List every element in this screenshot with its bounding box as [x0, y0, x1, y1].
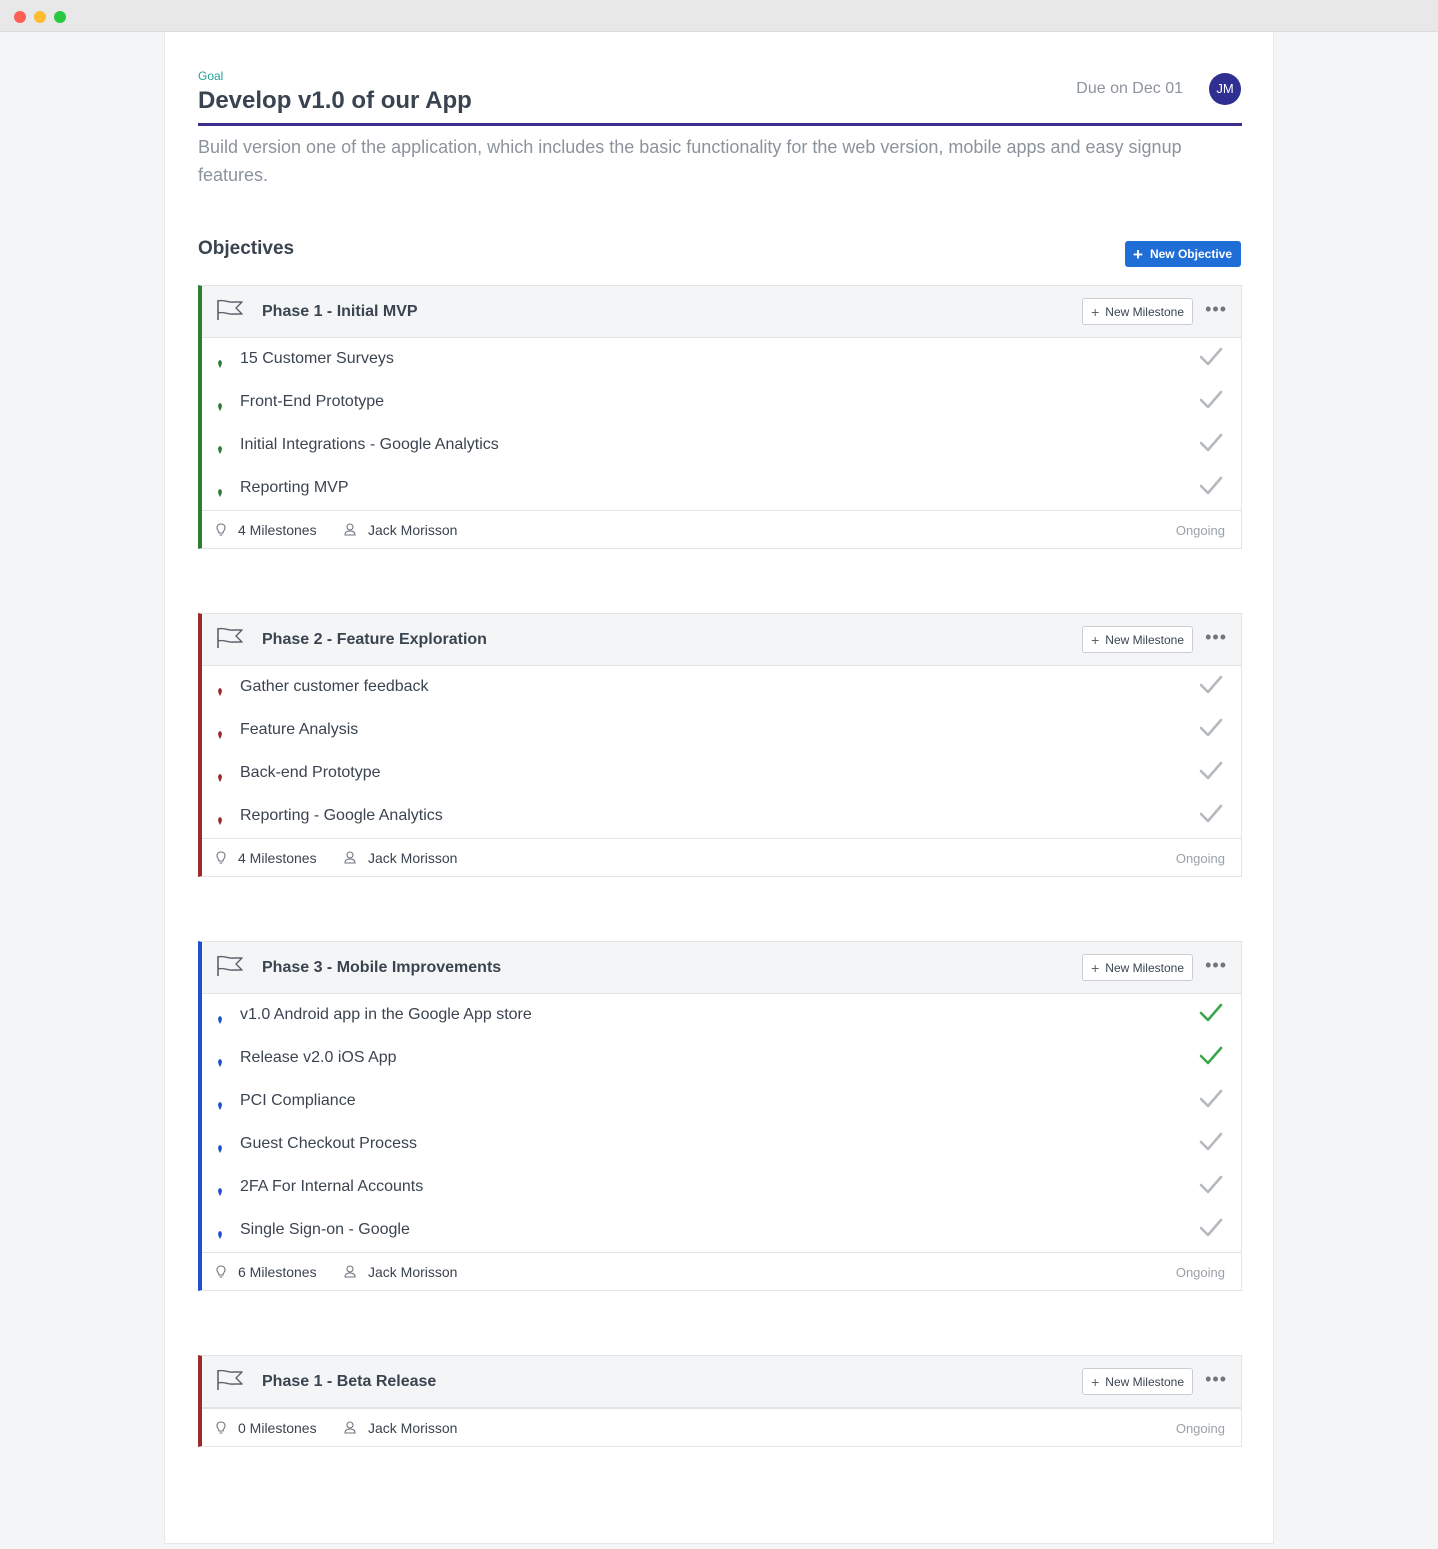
milestone-count: 6 Milestones	[238, 1264, 317, 1280]
objective-card	[198, 1355, 1242, 1447]
plus-icon: +	[1133, 244, 1143, 264]
milestone-pin-icon	[217, 812, 223, 820]
goal-divider	[198, 123, 1242, 126]
check-icon[interactable]	[1199, 1089, 1223, 1109]
new-milestone-label: New Milestone	[1105, 960, 1184, 975]
milestone-pin-icon	[217, 726, 223, 734]
milestone-label[interactable]: Release v2.0 iOS App	[240, 1049, 397, 1066]
milestone-row[interactable]	[202, 338, 1241, 381]
objective-title[interactable]: Phase 2 - Feature Exploration	[262, 631, 487, 648]
objective-card	[198, 941, 1242, 1291]
new-milestone-label: New Milestone	[1105, 304, 1184, 319]
goal-page	[164, 32, 1274, 1544]
new-milestone-button[interactable]	[1082, 626, 1193, 653]
minimize-window-button[interactable]	[34, 11, 46, 23]
milestone-pin-icon	[217, 1183, 223, 1191]
milestone-pin-icon	[217, 1011, 223, 1019]
user-icon	[344, 1265, 356, 1278]
objective-title[interactable]: Phase 1 - Initial MVP	[262, 303, 418, 320]
window-titlebar	[0, 0, 1438, 32]
objective-title[interactable]: Phase 3 - Mobile Improvements	[262, 959, 502, 976]
milestone-label[interactable]: v1.0 Android app in the Google App store	[240, 1006, 532, 1023]
milestone-row[interactable]	[202, 1166, 1241, 1209]
objective-footer	[202, 1408, 1241, 1446]
more-options-icon[interactable]: •••	[1205, 299, 1227, 319]
objective-card	[198, 613, 1242, 877]
check-icon[interactable]	[1199, 718, 1223, 738]
status-badge: Ongoing	[1175, 851, 1225, 866]
check-icon[interactable]	[1199, 804, 1223, 824]
milestone-label[interactable]: 15 Customer Surveys	[240, 350, 394, 367]
objective-header[interactable]	[202, 614, 1241, 666]
milestone-count: 4 Milestones	[238, 522, 317, 538]
check-icon[interactable]	[1199, 761, 1223, 781]
objective-footer	[202, 1252, 1241, 1290]
milestone-row[interactable]	[202, 666, 1241, 709]
milestone-label[interactable]: Single Sign-on - Google	[240, 1221, 410, 1238]
due-date[interactable]: Due on Dec 01	[1076, 80, 1183, 97]
milestone-icon	[216, 1421, 226, 1435]
flag-icon	[216, 627, 244, 649]
goal-description: Build version one of the application, which includes the basic functionality for the web version, mobile apps and easy signup features.	[198, 137, 1182, 185]
check-icon[interactable]	[1199, 1046, 1223, 1066]
milestone-row[interactable]	[202, 752, 1241, 795]
close-window-button[interactable]	[14, 11, 26, 23]
objective-owner[interactable]: Jack Morisson	[368, 522, 458, 538]
status-badge: Ongoing	[1175, 1421, 1225, 1436]
milestone-row[interactable]	[202, 994, 1241, 1037]
more-options-icon[interactable]: •••	[1205, 627, 1227, 647]
new-milestone-button[interactable]	[1082, 298, 1193, 325]
milestone-row[interactable]	[202, 709, 1241, 752]
milestone-label[interactable]: Reporting - Google Analytics	[240, 807, 443, 824]
new-milestone-label: New Milestone	[1105, 632, 1184, 647]
milestone-row[interactable]	[202, 467, 1241, 510]
milestone-label[interactable]: 2FA For Internal Accounts	[240, 1178, 424, 1195]
milestone-pin-icon	[217, 1140, 223, 1148]
milestone-pin-icon	[217, 769, 223, 777]
check-icon[interactable]	[1199, 433, 1223, 453]
milestone-row[interactable]	[202, 1037, 1241, 1080]
milestone-pin-icon	[217, 441, 223, 449]
check-icon[interactable]	[1199, 675, 1223, 695]
user-icon	[344, 1421, 356, 1434]
milestone-pin-icon	[217, 1226, 223, 1234]
milestone-list	[202, 666, 1241, 838]
objective-footer	[202, 510, 1241, 548]
zoom-window-button[interactable]	[54, 11, 66, 23]
goal-title[interactable]: Develop v1.0 of our App	[198, 87, 472, 114]
milestone-icon	[216, 1265, 226, 1279]
flag-icon	[216, 1369, 244, 1391]
check-icon[interactable]	[1199, 390, 1223, 410]
new-milestone-button[interactable]	[1082, 954, 1193, 981]
check-icon[interactable]	[1199, 347, 1223, 367]
milestone-row[interactable]	[202, 424, 1241, 467]
flag-icon	[216, 299, 244, 321]
milestone-row[interactable]	[202, 381, 1241, 424]
milestone-row[interactable]	[202, 795, 1241, 838]
check-icon[interactable]	[1199, 1218, 1223, 1238]
milestone-pin-icon	[217, 1054, 223, 1062]
goal-label: Goal	[198, 69, 224, 83]
plus-icon: +	[1091, 1373, 1100, 1390]
new-objective-label: New Objective	[1149, 247, 1232, 261]
objective-owner[interactable]: Jack Morisson	[368, 1264, 458, 1280]
milestone-label[interactable]: Guest Checkout Process	[240, 1135, 417, 1152]
user-icon	[344, 523, 356, 536]
objective-owner[interactable]: Jack Morisson	[368, 1420, 458, 1436]
milestone-label[interactable]: Gather customer feedback	[240, 678, 429, 695]
more-options-icon[interactable]: •••	[1205, 955, 1227, 975]
milestone-label[interactable]: Front-End Prototype	[240, 393, 385, 410]
plus-icon: +	[1091, 303, 1100, 320]
check-icon[interactable]	[1199, 476, 1223, 496]
milestone-label[interactable]: Back-end Prototype	[240, 764, 381, 781]
objective-title[interactable]: Phase 1 - Beta Release	[262, 1373, 437, 1390]
objective-header[interactable]	[202, 286, 1241, 338]
milestone-row[interactable]	[202, 1123, 1241, 1166]
milestone-label[interactable]: Reporting MVP	[240, 479, 349, 496]
milestone-label[interactable]: Feature Analysis	[240, 721, 359, 738]
objective-owner[interactable]: Jack Morisson	[368, 850, 458, 866]
objective-footer	[202, 838, 1241, 876]
status-badge: Ongoing	[1175, 1265, 1225, 1280]
new-milestone-label: New Milestone	[1105, 1374, 1184, 1389]
new-milestone-button[interactable]	[1082, 1368, 1193, 1395]
new-objective-button[interactable]	[1125, 241, 1241, 267]
check-icon[interactable]	[1199, 1132, 1223, 1152]
milestone-pin-icon	[217, 683, 223, 691]
milestone-pin-icon	[217, 355, 223, 363]
milestone-label[interactable]: Initial Integrations - Google Analytics	[240, 436, 499, 453]
objectives-heading: Objectives	[198, 238, 295, 259]
milestone-icon	[216, 523, 226, 537]
plus-icon: +	[1091, 631, 1100, 648]
more-options-icon[interactable]: •••	[1205, 1369, 1227, 1389]
milestone-pin-icon	[217, 398, 223, 406]
user-icon	[344, 851, 356, 864]
flag-icon	[216, 955, 244, 977]
check-icon[interactable]	[1199, 1175, 1223, 1195]
milestone-list	[202, 338, 1241, 510]
milestone-pin-icon	[217, 484, 223, 492]
milestone-list	[202, 994, 1241, 1252]
status-badge: Ongoing	[1175, 523, 1225, 538]
milestone-label[interactable]: PCI Compliance	[240, 1092, 356, 1109]
objective-header[interactable]	[202, 1356, 1241, 1408]
objective-card	[198, 285, 1242, 549]
objective-header[interactable]	[202, 942, 1241, 994]
milestone-pin-icon	[217, 1097, 223, 1105]
check-icon[interactable]	[1199, 1003, 1223, 1023]
milestone-icon	[216, 851, 226, 865]
milestone-count: 4 Milestones	[238, 850, 317, 866]
plus-icon: +	[1091, 959, 1100, 976]
avatar[interactable]: JM	[1209, 73, 1241, 105]
milestone-count: 0 Milestones	[238, 1420, 317, 1436]
milestone-row[interactable]	[202, 1080, 1241, 1123]
milestone-row[interactable]	[202, 1209, 1241, 1252]
